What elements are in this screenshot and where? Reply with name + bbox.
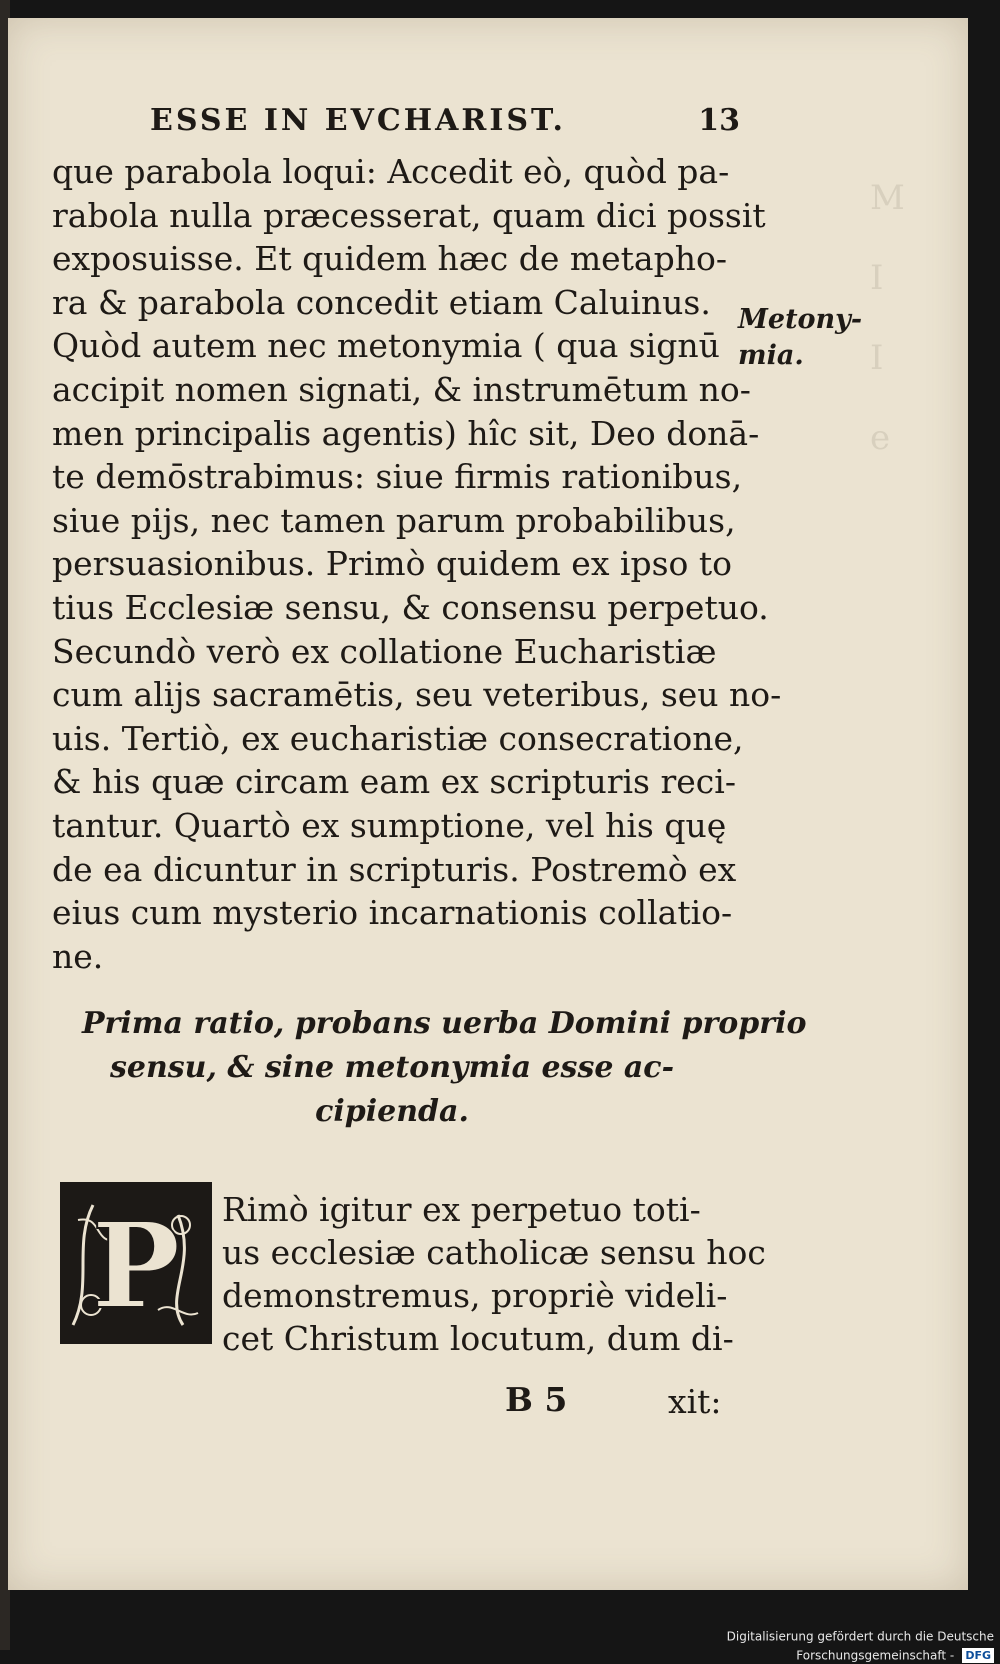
- heading-line: Prima ratio, probans uerba Domini proprio: [82, 1006, 807, 1041]
- page-number: 13: [698, 103, 740, 138]
- heading-line: cipienda.: [315, 1094, 469, 1129]
- credit-text: Digitalisierung gefördert durch die Deutsche Forschungsgemeinschaft -: [726, 1629, 994, 1663]
- initial-letter: P: [91, 1196, 181, 1335]
- text-line: siue pijs, nec tamen parum probabilibus,: [52, 500, 736, 540]
- text-line: tantur. Quartò ex sumptione, vel his quę: [52, 805, 727, 845]
- marginal-note: [738, 302, 868, 374]
- running-head: [150, 103, 740, 143]
- text-line: de ea dicuntur in scripturis. Postremò ex: [52, 849, 737, 889]
- signature-mark: B 5: [505, 1380, 568, 1419]
- text-line: exposuisse. Et quidem hæc de metapho-: [52, 239, 728, 279]
- text-line: ra & parabola concedit etiam Caluinus.: [52, 282, 711, 322]
- text-line: Secundò verò ex collatione Eucharistiæ: [52, 631, 717, 671]
- initial-paragraph: [222, 1188, 766, 1360]
- decorated-initial: [60, 1182, 212, 1344]
- digitization-credit: [600, 1626, 1000, 1663]
- text-line: & his quæ circam eam ex scripturis reci-: [52, 762, 736, 802]
- bleed-through-marks: M I I e: [870, 178, 905, 458]
- dfg-logo-icon: DFG: [962, 1648, 994, 1663]
- text-line: uis. Tertiò, ex eucharistiæ consecratione,: [52, 718, 744, 758]
- text-line: accipit nomen signati, & instrumētum no-: [52, 369, 751, 409]
- text-line: demonstremus, propriè videli-: [222, 1276, 728, 1315]
- text-line: men principalis agentis) hîc sit, Deo donā-: [52, 413, 760, 453]
- text-line: te demōstrabimus: siue firmis rationibus,: [52, 457, 743, 497]
- running-head-title: ESSE IN EVCHARIST.: [150, 103, 566, 138]
- body-text: [52, 150, 782, 978]
- text-line: Quòd autem nec metonymia ( qua signū: [52, 326, 720, 366]
- text-line: cet Christum locutum, dum di-: [222, 1319, 734, 1358]
- text-line: eius cum mysterio incarnationis collatio-: [52, 893, 733, 933]
- marginal-note-line: Metony-: [738, 304, 863, 335]
- section-heading: [82, 1002, 807, 1134]
- text-line: us ecclesiæ catholicæ sensu hoc: [222, 1233, 766, 1272]
- text-line: ne.: [52, 936, 104, 976]
- text-line: rabola nulla præcesserat, quam dici possit: [52, 195, 766, 235]
- marginal-note-line: mia.: [738, 340, 804, 371]
- text-line: tius Ecclesiæ sensu, & consensu perpetuo.: [52, 587, 769, 627]
- heading-line: sensu, & sine metonymia esse ac-: [109, 1050, 675, 1085]
- text-line: cum alijs sacramētis, seu veteribus, seu no-: [52, 675, 782, 715]
- text-line: que parabola loqui: Accedit eò, quòd pa-: [52, 152, 730, 191]
- text-line: persuasionibus. Primò quidem ex ipso to: [52, 544, 733, 584]
- text-line: Rimò igitur ex perpetuo toti-: [222, 1190, 701, 1229]
- catchword: xit:: [668, 1382, 722, 1421]
- ornament-icon: [63, 1185, 209, 1341]
